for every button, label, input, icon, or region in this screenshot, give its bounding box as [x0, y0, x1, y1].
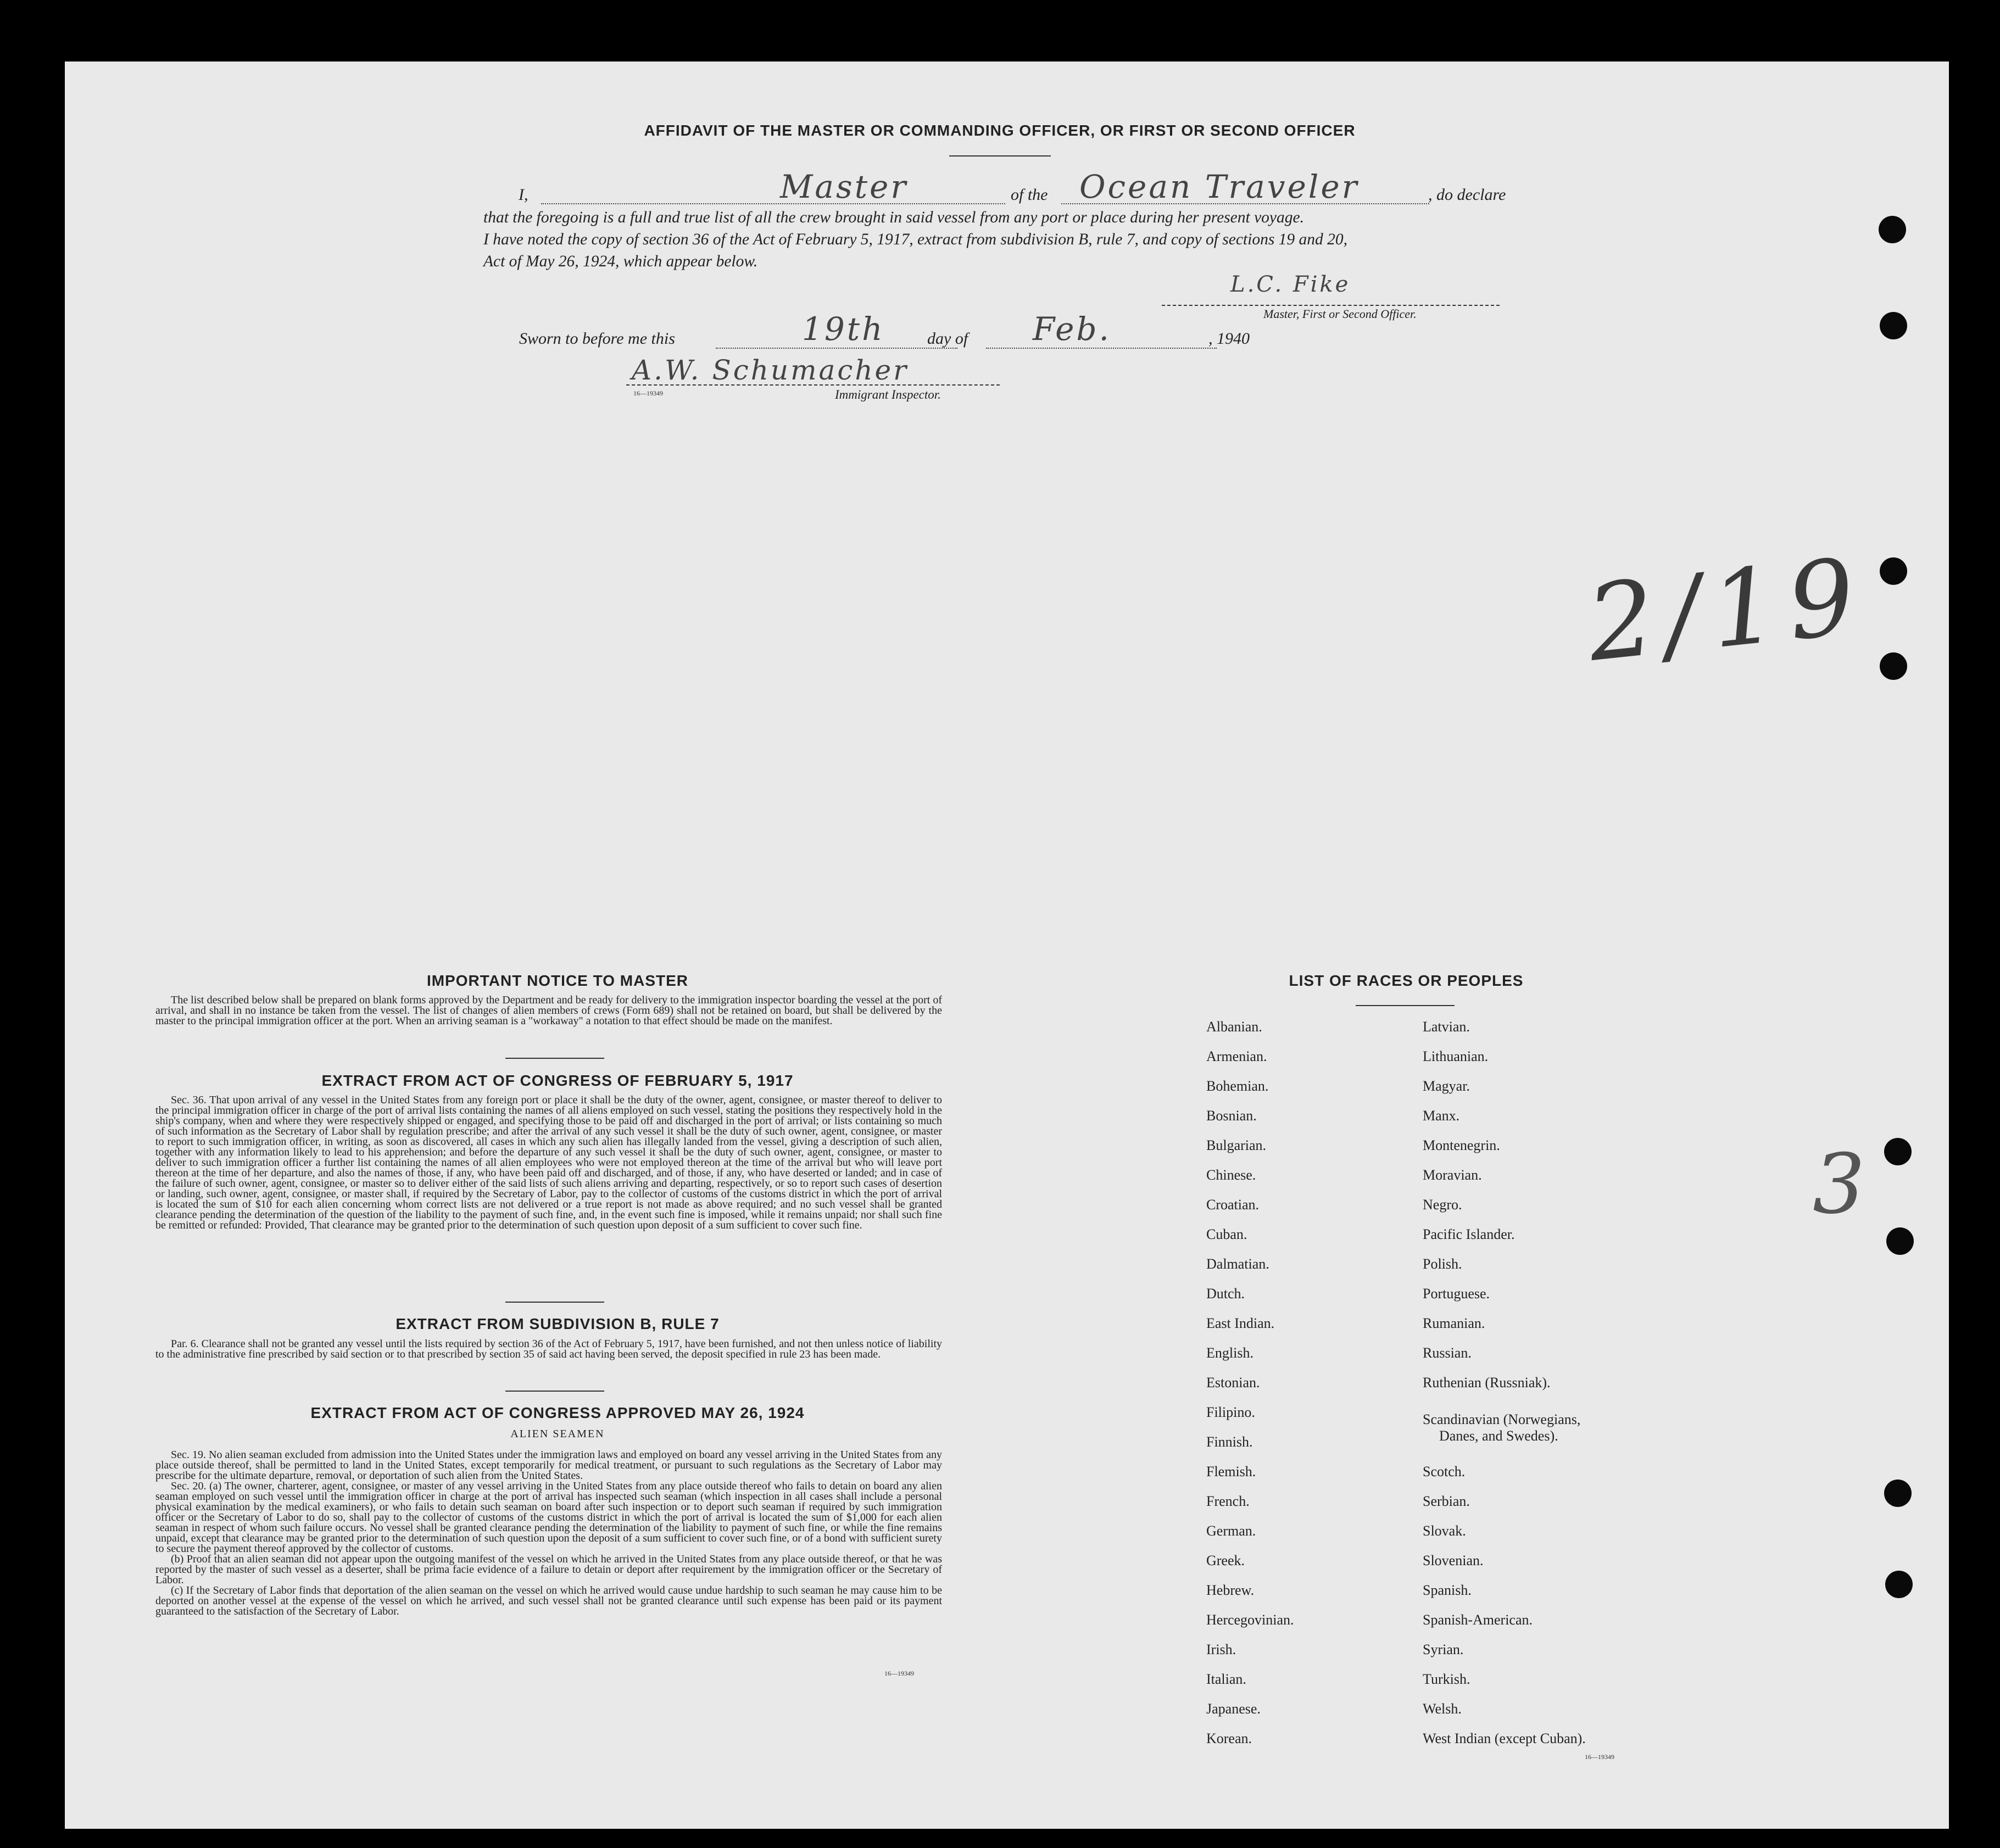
extract-1917-title: EXTRACT FROM ACT OF CONGRESS OF FEBRUARY 5, 1917 — [321, 1072, 794, 1089]
extract-1917-body — [155, 1095, 942, 1231]
punch-hole — [1886, 1227, 1914, 1255]
race-item: Lithuanian. — [1423, 1048, 1489, 1064]
race-item: Syrian. — [1423, 1642, 1464, 1657]
extract-1917-divider — [505, 1302, 604, 1303]
alien-seamen-subtitle: ALIEN SEAMEN — [510, 1428, 605, 1440]
punch-hole — [1884, 1479, 1912, 1507]
rule7-divider — [505, 1391, 604, 1392]
race-item: Negro. — [1423, 1197, 1462, 1213]
date-annotation: 2/19 — [1581, 535, 1871, 685]
section-19-paragraph: Sec. 19. No alien seaman excluded from admission into the United States under the immigration laws and employed on board any vessel arriving in the United States from any place outside thereof, shall be permitted to land in the United States, except temporarily for medical treatment, or pursuant to such regulations as the Secretary of Labor may prescribe for the ultimate departure, removal, or deportation of such alien from the United States. — [155, 1449, 942, 1482]
race-item: Slovenian. — [1423, 1553, 1484, 1568]
punch-hole — [1880, 557, 1907, 585]
race-item: Manx. — [1423, 1108, 1460, 1124]
race-item: Latvian. — [1423, 1019, 1470, 1035]
race-item: Scandinavian (Norwegians, — [1423, 1411, 1581, 1427]
extract-1924-title: EXTRACT FROM ACT OF CONGRESS APPROVED MAY 26, 1924 — [310, 1404, 805, 1421]
race-item: Spanish. — [1423, 1582, 1472, 1598]
rule7-paragraph: Par. 6. Clearance shall not be granted any vessel until the lists required by section 36 of the Act of February 5, 1917, have been furnished, and not then unless notice of liability to the administrative fine prescribed by said section or to that prescribed by section 35 of said act having been served, the deposit specified in rule 23 has been made. — [155, 1338, 942, 1360]
notice-paragraph: The list described below shall be prepared on blank forms approved by the Department and be ready for delivery to the immigration inspector boarding the vessel at the port of arrival, and shall in no instance be taken from the vessel. The list of changes of alien members of crews (Form 689) shall not be retained on board, but shall be delivered by the master to the principal immigration officer at the port. When an arriving seaman is a "workaway" a notation to that effect should be made on the manifest. — [155, 994, 942, 1027]
race-item: Chinese. — [1206, 1167, 1256, 1183]
vessel-name-handwritten: Ocean Traveler — [1079, 168, 1360, 205]
race-item: Moravian. — [1423, 1167, 1482, 1183]
notice-body — [155, 995, 942, 1026]
race-item: Rumanian. — [1423, 1315, 1485, 1331]
race-item: French. — [1206, 1493, 1250, 1509]
affidavit-title: AFFIDAVIT OF THE MASTER OR COMMANDING OFFICER, OR FIRST OR SECOND OFFICER — [644, 122, 1356, 139]
section-36-paragraph: Sec. 36. That upon arrival of any vessel in the United States from any foreign port or place it shall be the duty of the owner, agent, consignee, or master thereof to deliver to the principal immigration officer in charge of the port of arrival lists containing the names of all aliens employed on such vessel, stating the positions they respectively hold in the ship's company, when and where they were respectively shipped or engaged, and specifying those to be paid off and discharged in the port of arrival; or lists containing so much of such information as the Secretary of Labor shall by regulation prescribe; and after the arrival of any such vessel it shall be the duty of such owner, agent, consignee, or master to report to such immigration officer, in writing, as soon as discovered, all cases in which any such alien has illegally landed from the vessel, giving a description of such alien, together with any information likely to lead to his apprehension; and before the departure of any such vessel it shall be the duty of such owner, agent, consignee, or master to deliver to such immigration officer a further list containing the names of all alien employees who were not employed thereon at the time of the arrival but who will leave port thereon at the time of her departure, and also the names of those, if any, who have been paid off and discharged, and of those, if any, who have deserted or landed; and in case of the failure of such owner, agent, consignee, or master so to deliver either of the said lists of such aliens arriving and departing, respectively, or so to report such cases of desertion or landing, such owner, agent, consignee, or master shall, if required by the Secretary of Labor, pay to the collector of customs of the customs district in which the port of arrival is located the sum of $10 for each alien concerning whom correct lists are not delivered or a true report is not made as above required; and no such vessel shall be granted clearance pending the determination of the question of the liability to the payment of such fine, and, in the event such fine is imposed, while it remains unpaid; nor shall such fine be remitted or refunded: Provided, That clearance may be granted prior to the determination of such question upon deposit of a sum sufficient to cover such fine. — [155, 1094, 942, 1231]
notice-divider — [505, 1058, 604, 1059]
do-declare-label: , do declare — [1428, 186, 1506, 204]
race-item: Albanian. — [1206, 1019, 1262, 1035]
race-item: Scotch. — [1423, 1464, 1466, 1479]
race-item: Magyar. — [1423, 1078, 1470, 1094]
inspector-signature: A.W. Schumacher — [632, 354, 909, 386]
master-blank — [541, 203, 1005, 204]
race-item: English. — [1206, 1345, 1254, 1361]
punch-hole — [1880, 312, 1907, 339]
of-the-label: of the — [1011, 186, 1048, 204]
race-item: Filipino. — [1206, 1404, 1255, 1420]
punch-hole — [1879, 216, 1906, 243]
affidavit-form-number: 16—19349 — [633, 389, 663, 397]
day-handwritten: 19th — [802, 310, 885, 348]
race-item: Welsh. — [1423, 1701, 1462, 1717]
extract-form-number: 16—19349 — [884, 1670, 914, 1677]
race-item: Croatian. — [1206, 1197, 1260, 1213]
page-annotation: 3 — [1813, 1137, 1868, 1232]
section-20c-paragraph: (c) If the Secretary of Labor finds that deportation of the alien seaman on the vessel on which he arrived would cause undue hardship to such seaman he may cause him to be deported on another vessel at the expense of the vessel on which he arrived, and such vessel shall not be granted clearance until such expense has been paid or its payment guaranteed to the satisfaction of the Secretary of Labor. — [155, 1584, 942, 1617]
punch-hole — [1880, 652, 1907, 680]
race-item: Hebrew. — [1206, 1582, 1255, 1598]
race-item: Portuguese. — [1423, 1286, 1490, 1302]
sworn-label: Sworn to before me this — [519, 330, 675, 348]
race-item: Irish. — [1206, 1642, 1236, 1657]
race-item: East Indian. — [1206, 1315, 1275, 1331]
affidavit-line-4: Act of May 26, 1924, which appear below. — [483, 253, 758, 270]
section-20a-paragraph: Sec. 20. (a) The owner, charterer, agent, consignee, or master of any vessel arriving in the United States from any place outside thereof who fails to detain on board any alien seaman employed on such vessel until the immigration officer in charge at the port of arrival has inspected such seaman (which inspection in all cases shall include a personal physical examination by the medical examiners), or who fails to detain such seaman on board after such inspection or to deport such seaman if required by such immigration officer or the Secretary of Labor to do so, shall pay to the collector of customs of the customs district in which the port of arrival is located the sum of $1,000 for each alien seaman in respect of whom such failure occurs. No vessel shall be granted clearance pending the determination of the liability to payment of such fine, or while the fine remains unpaid, except that clearance may be granted prior to the determination of such question upon the deposit of a sum sufficient to cover such fine, or of a bond with sufficient surety to secure the payment thereof approved by the collector of customs. — [155, 1480, 942, 1555]
notice-title: IMPORTANT NOTICE TO MASTER — [426, 972, 689, 989]
race-item: Turkish. — [1423, 1671, 1470, 1687]
race-item: Ruthenian (Russniak). — [1423, 1375, 1551, 1391]
race-item: West Indian (except Cuban). — [1423, 1730, 1586, 1746]
race-item: Japanese. — [1206, 1701, 1261, 1717]
extract-1924-body — [155, 1450, 942, 1617]
rule7-body — [155, 1339, 942, 1360]
punch-hole — [1884, 1138, 1912, 1165]
race-item: Armenian. — [1206, 1048, 1267, 1064]
race-item: Italian. — [1206, 1671, 1246, 1687]
signature-line — [1162, 305, 1500, 306]
race-item: Serbian. — [1423, 1493, 1470, 1509]
race-item: Dalmatian. — [1206, 1256, 1269, 1272]
races-title: LIST OF RACES OR PEOPLES — [1289, 972, 1524, 989]
inspector-line — [626, 384, 1000, 386]
inspector-caption: Immigrant Inspector. — [835, 388, 941, 401]
races-divider — [1356, 1005, 1455, 1006]
master-signature: L.C. Fike — [1230, 272, 1351, 297]
race-item: Korean. — [1206, 1730, 1252, 1746]
rule7-title: EXTRACT FROM SUBDIVISION B, RULE 7 — [395, 1315, 720, 1332]
race-item: Russian. — [1423, 1345, 1472, 1361]
race-item: German. — [1206, 1523, 1256, 1539]
month-blank — [986, 348, 1217, 349]
race-item: Bohemian. — [1206, 1078, 1269, 1094]
race-item: Pacific Islander. — [1423, 1226, 1515, 1242]
race-item: Greek. — [1206, 1553, 1245, 1568]
race-item: Slovak. — [1423, 1523, 1466, 1539]
affidavit-line-3: I have noted the copy of section 36 of the Act of February 5, 1917, extract from subdivision B, rule 7, and copy of sections 19 and 20, — [483, 231, 1348, 248]
year-label: , 1940 — [1208, 330, 1250, 348]
races-form-number: 16—19349 — [1585, 1753, 1614, 1761]
race-item: Bulgarian. — [1206, 1137, 1267, 1153]
signature-caption: Master, First or Second Officer. — [1263, 307, 1417, 321]
race-item: Spanish-American. — [1423, 1612, 1533, 1628]
punch-hole — [1885, 1571, 1913, 1598]
race-item: Hercegovinian. — [1206, 1612, 1294, 1628]
race-item: Cuban. — [1206, 1226, 1247, 1242]
race-item: Finnish. — [1206, 1434, 1253, 1450]
race-item: Polish. — [1423, 1256, 1462, 1272]
race-item: Flemish. — [1206, 1464, 1256, 1479]
race-item: Bosnian. — [1206, 1108, 1257, 1124]
affidavit-line-2: that the foregoing is a full and true list of all the crew brought in said vessel from any port or place during her present voyage. — [483, 209, 1304, 226]
section-20b-paragraph: (b) Proof that an alien seaman did not appear upon the outgoing manifest of the vessel on which he arrived in the United States from any place outside thereof, or that he was reported by the master of such vessel as a deserter, shall be prima facie evidence of a failure to detain or deport after requirement by the immigration officer or the Secretary of Labor. — [155, 1553, 942, 1586]
affidavit-i-label: I, — [519, 186, 528, 204]
title-divider — [949, 155, 1051, 157]
race-item: Estonian. — [1206, 1375, 1260, 1391]
day-of-label: day of — [927, 330, 968, 348]
race-item: Dutch. — [1206, 1286, 1245, 1302]
race-item: Montenegrin. — [1423, 1137, 1500, 1153]
master-handwritten: Master — [780, 168, 909, 205]
day-blank — [716, 348, 957, 349]
race-item: Danes, and Swedes). — [1439, 1428, 1558, 1444]
month-handwritten: Feb. — [1033, 310, 1111, 348]
